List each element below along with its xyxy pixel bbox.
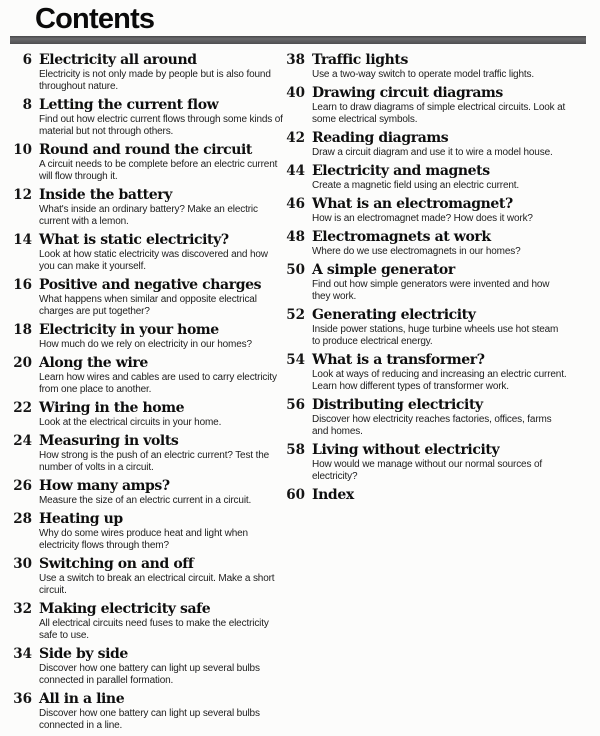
entry-description: How would we manage without our normal sources of electricity? (312, 459, 542, 482)
toc-entry (13, 322, 286, 351)
toc-entry (286, 163, 596, 192)
page-number: 6 (22, 52, 32, 68)
entry-text (312, 487, 568, 503)
entry-title: Heating up (39, 511, 123, 527)
toc-entry (286, 442, 596, 483)
toc-entry (13, 97, 286, 138)
page-number: 26 (13, 478, 32, 494)
entry-title: Traffic lights (312, 52, 408, 68)
entry-title: Drawing circuit diagrams (312, 85, 503, 101)
toc-entry (13, 277, 286, 318)
toc-entry (13, 511, 286, 552)
entry-text (39, 142, 286, 183)
page-number: 24 (13, 433, 32, 449)
entry-title: Inside the battery (39, 187, 172, 203)
entry-title: A simple generator (312, 262, 455, 278)
page-number: 16 (13, 277, 32, 293)
toc-entry (286, 229, 596, 258)
entry-title: How many amps? (39, 478, 170, 494)
page-number: 8 (22, 97, 32, 113)
entry-text (39, 478, 286, 507)
entry-description: Where do we use electromagnets in our homes? (312, 246, 521, 257)
entry-text (39, 511, 286, 552)
page-number: 12 (13, 187, 32, 203)
entry-text (39, 232, 286, 273)
entry-title: What is an electromagnet? (312, 196, 513, 212)
contents-page (0, 4, 600, 731)
toc-entry (286, 352, 596, 393)
toc-entry (286, 262, 596, 303)
page-number: 40 (286, 85, 305, 101)
entry-text (312, 196, 568, 225)
entry-description: Use a two-way switch to operate model traffic lights. (312, 69, 534, 80)
entry-description: Measure the size of an electric current in a circuit. (39, 495, 252, 506)
toc-entry (13, 691, 286, 732)
entry-text (39, 646, 286, 687)
toc-entry (286, 196, 596, 225)
page-number: 48 (286, 229, 305, 245)
entry-text (312, 130, 568, 159)
header-rule-divider (10, 36, 586, 44)
entry-title: Electricity in your home (39, 322, 219, 338)
entry-title: Wiring in the home (39, 400, 185, 416)
toc-entry (286, 487, 596, 503)
entry-title: All in a line (39, 691, 125, 707)
page-number: 44 (286, 163, 305, 179)
toc-columns (0, 44, 600, 736)
toc-entry (13, 232, 286, 273)
entry-title: Electricity all around (39, 52, 197, 68)
entry-title: Along the wire (39, 355, 148, 371)
entry-text (39, 433, 286, 474)
toc-entry (286, 307, 596, 348)
entry-title: Positive and negative charges (39, 277, 262, 293)
toc-entry (13, 400, 286, 429)
entry-title: Electromagnets at work (312, 229, 491, 245)
toc-column-left (13, 52, 286, 736)
entry-description: How much do we rely on electricity in our homes? (39, 339, 252, 350)
page-number: 22 (13, 400, 32, 416)
entry-text (39, 52, 286, 93)
page-number: 20 (13, 355, 32, 371)
entry-text (312, 262, 568, 303)
toc-entry (13, 556, 286, 597)
entry-text (312, 442, 568, 483)
entry-text (312, 85, 568, 126)
entry-text (39, 97, 286, 138)
entry-description: Look at the electrical circuits in your home. (39, 417, 222, 428)
entry-text (39, 601, 286, 642)
page-number: 50 (286, 262, 305, 278)
page-number: 46 (286, 196, 305, 212)
entry-text (39, 556, 286, 597)
toc-entry (286, 130, 596, 159)
entry-text (312, 52, 568, 81)
toc-column-right (286, 52, 596, 736)
entry-title: Living without electricity (312, 442, 500, 458)
toc-entry (13, 142, 286, 183)
entry-description: Find out how simple generators were invented and how they work. (312, 279, 550, 302)
toc-entry (286, 85, 596, 126)
toc-entry (13, 355, 286, 396)
page-title: Contents (35, 3, 155, 35)
page-number: 32 (13, 601, 32, 617)
entry-title: What is static electricity? (39, 232, 229, 248)
entry-description: Electricity is not only made by people but is also found throughout nature. (39, 69, 271, 92)
page-number: 10 (13, 142, 32, 158)
entry-description: Look at how static electricity was discovered and how you can make it yourself. (39, 249, 268, 272)
entry-description: All electrical circuits need fuses to make the electricity safe to use. (39, 618, 269, 641)
entry-text (39, 355, 286, 396)
entry-text (39, 400, 286, 429)
entry-description: Use a switch to break an electrical circuit. Make a short circuit. (39, 573, 275, 596)
entry-title: Letting the current flow (39, 97, 219, 113)
entry-description: Discover how one battery can light up several bulbs connected in a line. (39, 708, 260, 731)
entry-description: Create a magnetic field using an electric current. (312, 180, 520, 191)
page-number: 56 (286, 397, 305, 413)
entry-text (312, 397, 568, 438)
entry-title: Distributing electricity (312, 397, 483, 413)
entry-description: How strong is the push of an electric current? Test the number of volts in a circuit. (39, 450, 270, 473)
entry-description: Inside power stations, huge turbine wheels use hot steam to produce electrical energy. (312, 324, 559, 347)
toc-entry (13, 52, 286, 93)
page-number: 14 (13, 232, 32, 248)
entry-description: Find out how electric current flows through some kinds of material but not through others. (39, 114, 283, 137)
entry-title: Generating electricity (312, 307, 476, 323)
entry-description: What happens when similar and opposite electrical charges are put together? (39, 294, 257, 317)
entry-description: Learn to draw diagrams of simple electrical circuits. Look at some electrical symbols. (312, 102, 566, 125)
entry-description: Discover how electricity reaches factories, offices, farms and homes. (312, 414, 552, 437)
entry-description: How is an electromagnet made? How does it work? (312, 213, 533, 224)
toc-entry (286, 397, 596, 438)
page-number: 52 (286, 307, 305, 323)
entry-description: Draw a circuit diagram and use it to wire a model house. (312, 147, 553, 158)
entry-title: Measuring in volts (39, 433, 179, 449)
page-number: 42 (286, 130, 305, 146)
entry-text (312, 229, 568, 258)
entry-title: Electricity and magnets (312, 163, 490, 179)
entry-title: Index (312, 487, 354, 503)
entry-description: Look at ways of reducing and increasing an electric current. Learn how different types of transformer work. (312, 369, 567, 392)
toc-entry (13, 478, 286, 507)
page-number: 34 (13, 646, 32, 662)
toc-entry (286, 52, 596, 81)
page-number: 18 (13, 322, 32, 338)
page-number: 28 (13, 511, 32, 527)
toc-entry (13, 601, 286, 642)
entry-title: Side by side (39, 646, 128, 662)
toc-entry (13, 433, 286, 474)
toc-entry (13, 187, 286, 228)
entry-text (312, 307, 568, 348)
entry-text (39, 322, 286, 351)
page-number: 30 (13, 556, 32, 572)
entry-description: Why do some wires produce heat and light when electricity flows through them? (39, 528, 248, 551)
page-number: 58 (286, 442, 305, 458)
page-number: 54 (286, 352, 305, 368)
entry-text (39, 277, 286, 318)
entry-description: A circuit needs to be complete before an electric current will flow through it. (39, 159, 278, 182)
entry-text (39, 691, 286, 732)
entry-title: Round and round the circuit (39, 142, 252, 158)
page-number: 60 (286, 487, 305, 503)
entry-text (312, 163, 568, 192)
toc-entry (13, 646, 286, 687)
entry-title: What is a transformer? (312, 352, 485, 368)
entry-description: What's inside an ordinary battery? Make an electric current with a lemon. (39, 204, 258, 227)
entry-text (312, 352, 568, 393)
entry-text (39, 187, 286, 228)
entry-description: Learn how wires and cables are used to carry electricity from one place to another. (39, 372, 277, 395)
entry-title: Reading diagrams (312, 130, 449, 146)
entry-title: Making electricity safe (39, 601, 211, 617)
page-number: 36 (13, 691, 32, 707)
entry-title: Switching on and off (39, 556, 194, 572)
entry-description: Discover how one battery can light up several bulbs connected in parallel formation. (39, 663, 260, 686)
page-number: 38 (286, 52, 305, 68)
